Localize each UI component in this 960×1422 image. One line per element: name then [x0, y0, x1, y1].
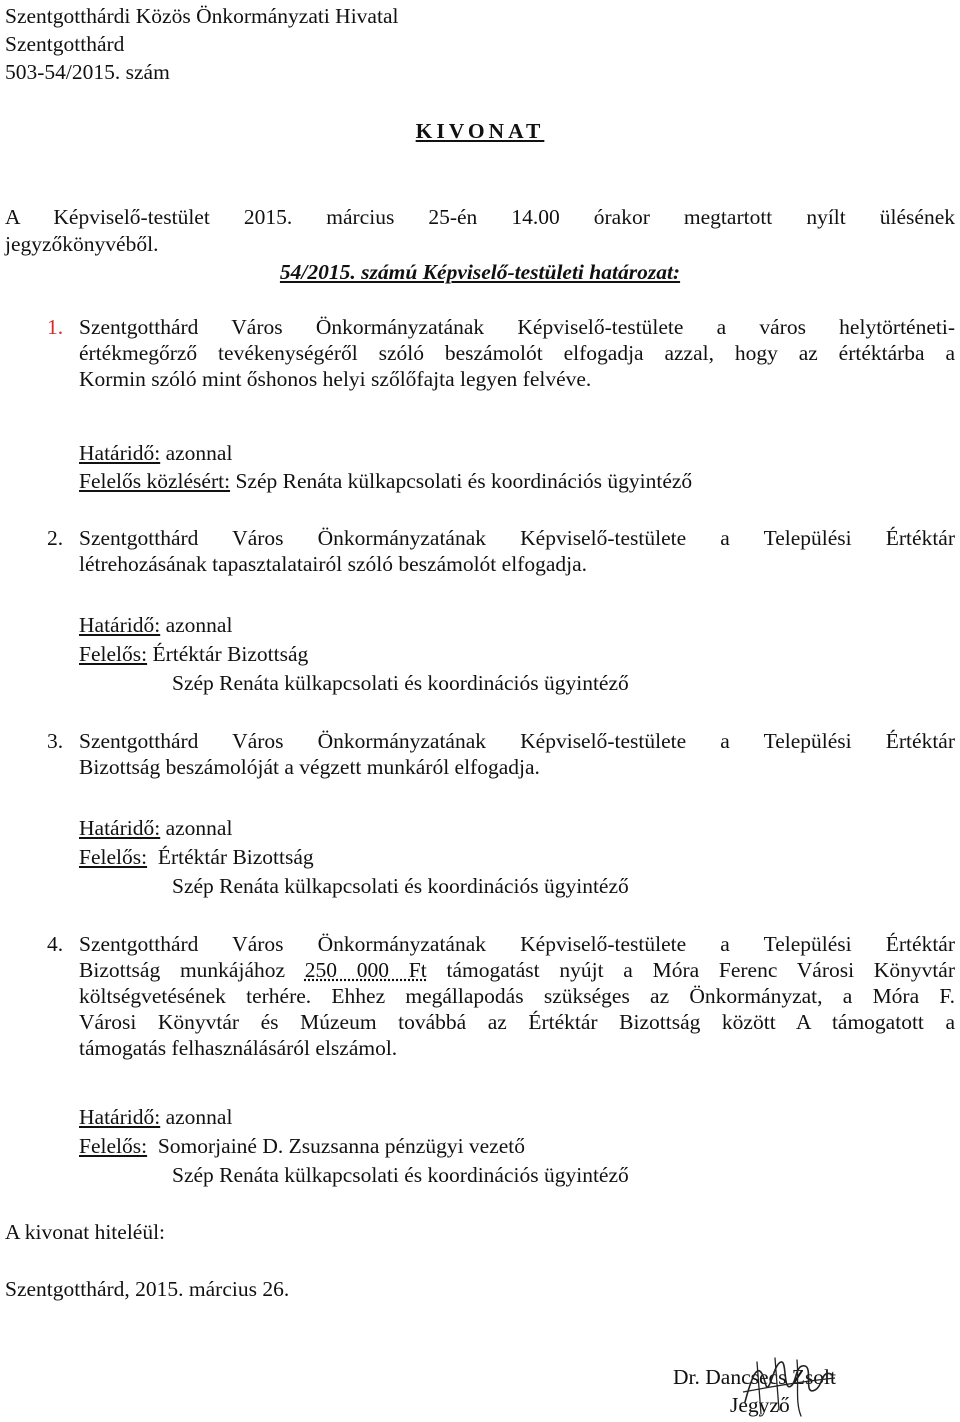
responsible-value: Szép Renáta külkapcsolati és koordinációs ügyintéző [235, 469, 693, 493]
responsible-row-4 [79, 1133, 525, 1159]
deadline-label: Határidő: [79, 1105, 161, 1129]
signer-title: Jegyző [730, 1393, 790, 1417]
deadline-label: Határidő: [79, 816, 161, 840]
responsible-value-2: Szép Renáta külkapcsolati és koordinációs ügyintéző [172, 671, 629, 695]
item-line: létrehozásának tapasztalatairól szóló beszámolót elfogadja. [79, 552, 588, 576]
responsible-value: Értéktár Bizottság [157, 845, 314, 869]
responsible-label: Felelős: [79, 1134, 148, 1158]
office-city: Szentgotthárd [5, 32, 125, 56]
deadline-value: azonnal [165, 613, 233, 637]
responsible-value-2: Szép Renáta külkapcsolati és koordinációs ügyintéző [172, 874, 629, 898]
responsible-row-3 [79, 844, 314, 870]
responsible-row-2 [79, 641, 308, 667]
intro-line-1: A Képviselő-testület 2015. március 25-én 14.00 órakor megtartott nyílt ülésének [5, 205, 955, 229]
resolution-title [0, 259, 960, 285]
item-line-part: Bizottság munkájához [79, 958, 286, 982]
resolution-title-text: 54/2015. számú Képviselő-testületi határozat: [279, 260, 681, 284]
deadline-value: azonnal [165, 1105, 233, 1129]
responsible-row-1 [79, 468, 692, 494]
deadline-row-1 [79, 440, 232, 466]
document-number: 503-54/2015. szám [5, 60, 170, 84]
responsible-label: Felelős közlésért: [79, 469, 231, 493]
responsible-label: Felelős: [79, 642, 148, 666]
responsible-label: Felelős: [79, 845, 148, 869]
item-number: 2. [47, 526, 64, 550]
responsible-value-2: Szép Renáta külkapcsolati és koordinációs ügyintéző [172, 1163, 629, 1187]
item-line: támogatás felhasználásáról elszámol. [79, 1036, 398, 1060]
item-number: 4. [47, 932, 64, 956]
document-header [5, 3, 398, 87]
item-line: költségvetésének terhére. Ehhez megállapodás szükséges az Önkormányzat, a Móra F. [79, 984, 955, 1008]
item-number: 1. [47, 315, 64, 339]
item-line [79, 957, 955, 983]
intro-line-2: jegyzőkönyvéből. [5, 232, 159, 256]
deadline-row-3 [79, 815, 232, 841]
item-body [79, 931, 955, 1061]
signer-name: Dr. Dancsecs Zsolt [673, 1365, 837, 1389]
item-line: Bizottság beszámolóját a végzett munkáról elfogadja. [79, 755, 540, 779]
item-line: Kormin szóló mint őshonos helyi szőlőfajta legyen felvéve. [79, 367, 592, 391]
item-line: Szentgotthárd Város Önkormányzatának Képviselő-testülete a Települési Értéktár [79, 526, 955, 550]
item-line: Szentgotthárd Város Önkormányzatának Képviselő-testülete a város helytörténeti- [79, 315, 955, 339]
item-line: Szentgotthárd Város Önkormányzatának Képviselő-testülete a Települési Értéktár [79, 932, 955, 956]
item-line-part: támogatást nyújt a Móra Ferenc Városi Könyvtár [446, 958, 956, 982]
handwritten-signature-icon [735, 1352, 845, 1422]
deadline-label: Határidő: [79, 613, 161, 637]
item-line: Városi Könyvtár és Múzeum továbbá az Értéktár Bizottság között A támogatott a [79, 1010, 955, 1034]
support-amount: 250 000 Ft [304, 958, 427, 982]
item-line: Szentgotthárd Város Önkormányzatának Képviselő-testülete a Települési Értéktár [79, 729, 955, 753]
item-body [79, 728, 955, 780]
deadline-value: azonnal [165, 816, 233, 840]
item-number: 3. [47, 729, 64, 753]
document-title: KIVONAT [415, 119, 545, 143]
deadline-label: Határidő: [79, 441, 161, 465]
responsible-value: Somorjainé D. Zsuzsanna pénzügyi vezető [157, 1134, 526, 1158]
deadline-value: azonnal [165, 441, 233, 465]
deadline-row-2 [79, 612, 232, 638]
item-body [79, 525, 955, 577]
responsible-value: Értéktár Bizottság [152, 642, 309, 666]
place-and-date: Szentgotthárd, 2015. március 26. [5, 1277, 290, 1301]
item-body [79, 314, 955, 392]
deadline-row-4 [79, 1104, 232, 1130]
attestation-text: A kivonat hiteléül: [5, 1220, 166, 1244]
item-line: értékmegőrző tevékenységéről szóló beszámolót elfogadja azzal, hogy az értéktárba a [79, 341, 955, 365]
office-name: Szentgotthárdi Közös Önkormányzati Hivatal [5, 4, 399, 28]
